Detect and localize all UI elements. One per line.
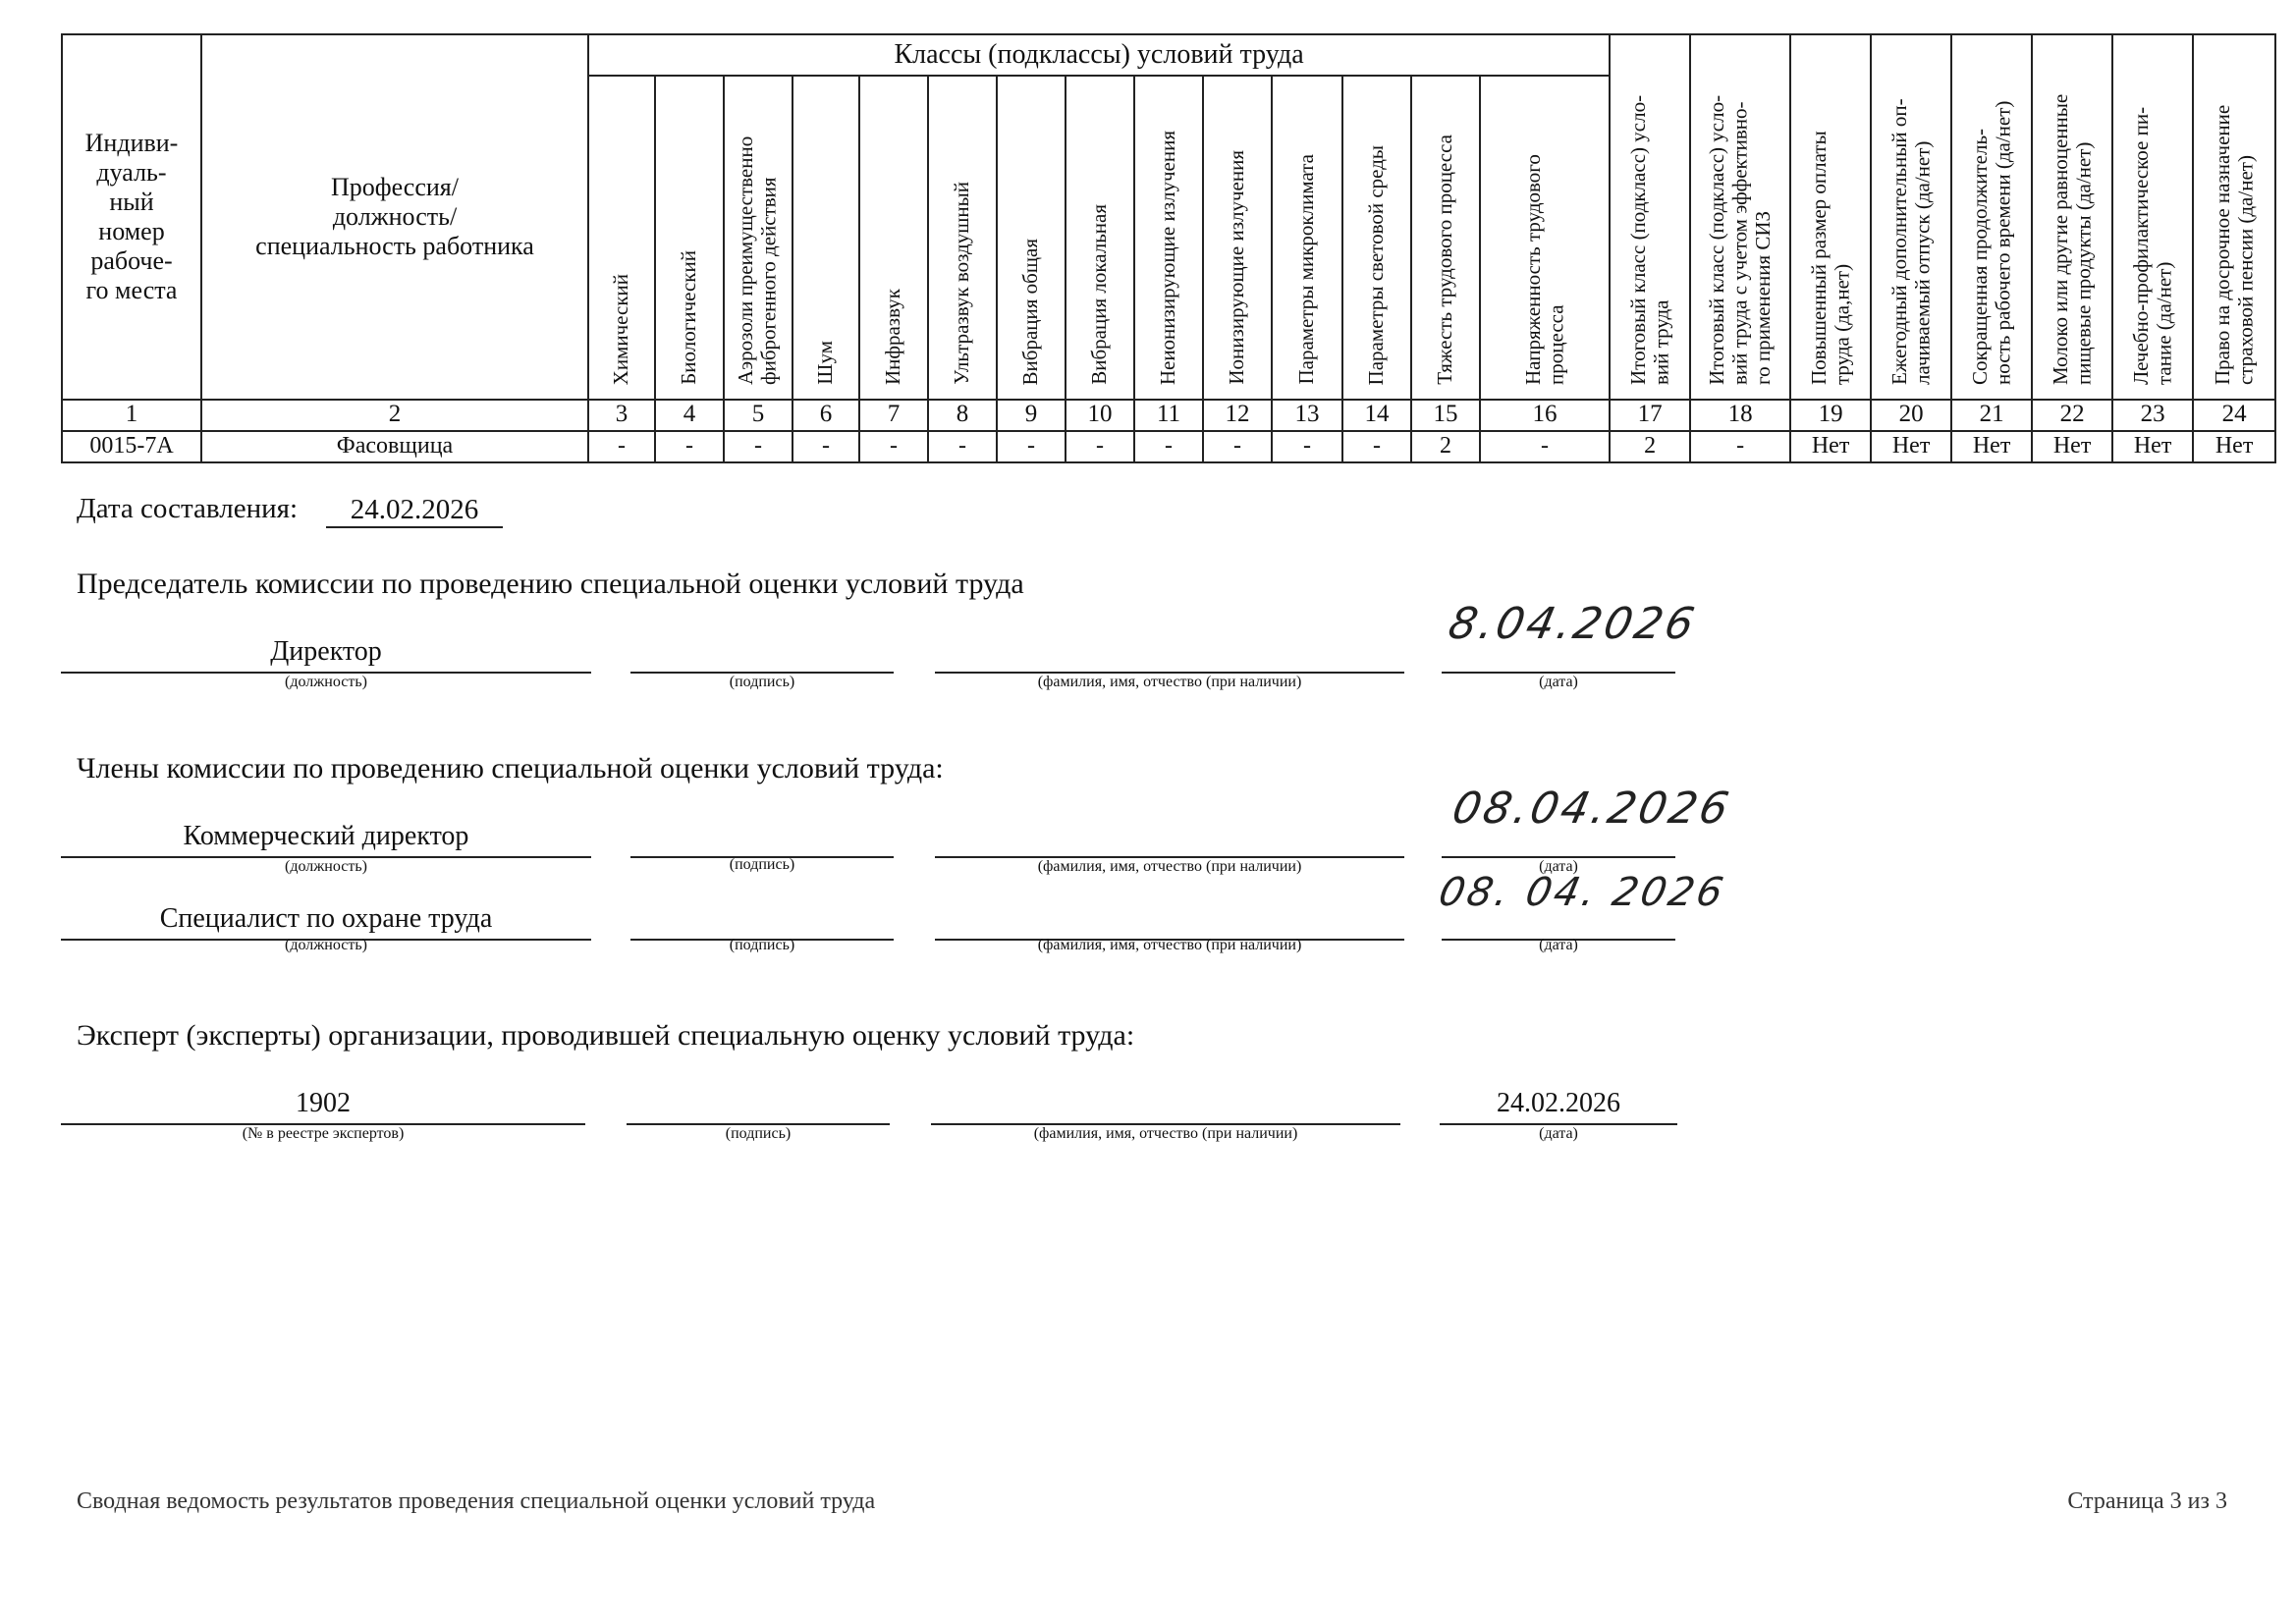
name-caption: (фамилия, имя, отчество (при наличии): [1033, 1125, 1298, 1142]
table-cell: -: [1342, 431, 1411, 462]
column-number-cell: 16: [1480, 400, 1610, 431]
expert-heading: Эксперт (эксперты) организации, проводившей специальную оценку условий труда:: [77, 1019, 1135, 1052]
footer-title: Сводная ведомость результатов проведения специальной оценки условий труда: [77, 1488, 876, 1514]
header-summary-text: Ежегодный дополнительный оп-лачиваемый отпуск (да/нет): [1886, 98, 1935, 385]
date-caption: (дата): [1539, 1125, 1578, 1142]
header-factor-col: [793, 76, 859, 400]
position-caption: (должность): [285, 674, 367, 690]
table-cell: -: [1203, 431, 1272, 462]
column-number-cell: 2: [201, 400, 588, 431]
header-summary-col: [2112, 34, 2193, 400]
header-profession: Профессия/ должность/ специальность работника: [201, 34, 588, 400]
header-factor-text: Вибрация общая: [1018, 238, 1043, 385]
header-summary-col: [1790, 34, 1871, 400]
header-factor-col: [1066, 76, 1134, 400]
table-cell: -: [1134, 431, 1203, 462]
member-position: Специалист по охране труда: [61, 899, 591, 941]
table-cell: -: [1066, 431, 1134, 462]
date-compiled-label: Дата составления:: [77, 493, 299, 524]
member-handwritten-date: 08.04.2026: [1448, 784, 1736, 834]
member-signature-row: [0, 784, 2296, 876]
chairman-name-field: [935, 632, 1404, 674]
header-factor-text: Шум: [813, 341, 838, 385]
header-factor-col: [1134, 76, 1203, 400]
member-position: Коммерческий директор: [61, 817, 591, 858]
header-summary-text: Повышенный размер оплаты труда (да,нет): [1806, 131, 1854, 385]
column-number-cell: 10: [1066, 400, 1134, 431]
member-signature-field: [630, 817, 894, 858]
header-factor-col: [724, 76, 793, 400]
header-summary-text: Молоко или другие равноценные пищевые продукты (да/нет): [2048, 93, 2096, 385]
table-cell: Фасовщица: [201, 431, 588, 462]
expert-registry-no: 1902: [61, 1084, 585, 1125]
header-summary-col: [2032, 34, 2112, 400]
column-number-cell: 3: [588, 400, 655, 431]
signature-caption: (подпись): [725, 1125, 792, 1142]
column-number-cell: 14: [1342, 400, 1411, 431]
header-summary-text: Итоговый класс (подкласс) усло-вий труда: [1625, 94, 1673, 385]
chairman-signature-field: [630, 632, 894, 674]
expert-date: 24.02.2026: [1440, 1084, 1677, 1125]
column-number-cell: 1: [62, 400, 201, 431]
table-cell: Нет: [1871, 431, 1951, 462]
header-summary-text: Лечебно-профилактическое пи-тание (да/нет): [2128, 106, 2176, 385]
chairman-position: Директор: [61, 632, 591, 674]
position-caption: (должность): [285, 858, 367, 875]
column-number-cell: 15: [1411, 400, 1480, 431]
column-number-cell: 22: [2032, 400, 2112, 431]
table-cell: -: [655, 431, 724, 462]
signature-caption: (подпись): [729, 674, 795, 690]
table-row: [62, 431, 2275, 462]
column-number-cell: 21: [1951, 400, 2032, 431]
name-caption: (фамилия, имя, отчество (при наличии): [1037, 674, 1302, 690]
header-factor-text: Неионизирующие излучения: [1156, 130, 1180, 385]
header-factor-col: [588, 76, 655, 400]
chairman-heading: Председатель комиссии по проведению специальной оценки условий труда: [77, 568, 1024, 600]
header-factor-col: [997, 76, 1066, 400]
column-number-cell: 13: [1272, 400, 1342, 431]
column-number-cell: 20: [1871, 400, 1951, 431]
table-cell: Нет: [2193, 431, 2275, 462]
chairman-handwritten-date: 8.04.2026: [1444, 599, 1702, 649]
header-factor-col: [655, 76, 724, 400]
name-caption: (фамилия, имя, отчество (при наличии): [1037, 937, 1302, 953]
table-cell: -: [1690, 431, 1790, 462]
member-signature-field: [630, 899, 894, 941]
signature-caption: (подпись): [729, 937, 795, 953]
header-summary-text: Итоговый класс (подкласс) усло-вий труда с учетом эффективно-го применения СИЗ: [1704, 94, 1775, 385]
table-cell: -: [859, 431, 928, 462]
header-factor-text: Инфразвук: [881, 288, 905, 385]
column-number-cell: 4: [655, 400, 724, 431]
header-factor-text: Напряженность трудового процесса: [1520, 154, 1568, 385]
table-cell: -: [928, 431, 997, 462]
header-summary-text: Право на досрочное назначение страховой пенсии (да/нет): [2210, 104, 2258, 385]
column-number-cell: 24: [2193, 400, 2275, 431]
column-number-cell: 11: [1134, 400, 1203, 431]
date-caption: (дата): [1539, 858, 1578, 875]
header-factor-col: [859, 76, 928, 400]
table-cell: Нет: [2112, 431, 2193, 462]
header-classes-group: Классы (подклассы) условий труда: [588, 34, 1610, 76]
header-factor-text: Параметры световой среды: [1364, 144, 1389, 385]
column-number-cell: 19: [1790, 400, 1871, 431]
column-number-cell: 9: [997, 400, 1066, 431]
header-factor-text: Ионизирующие излучения: [1225, 150, 1249, 385]
header-summary-col: [1690, 34, 1790, 400]
column-number-row: [62, 400, 2275, 431]
header-summary-col: [1871, 34, 1951, 400]
header-summary-text: Сокращенная продолжитель-ность рабочего времени (да/нет): [1967, 100, 2015, 385]
date-compiled-value: 24.02.2026: [326, 493, 503, 528]
header-factor-text: Химический: [609, 273, 633, 385]
column-number-cell: 23: [2112, 400, 2193, 431]
table-cell: 2: [1411, 431, 1480, 462]
expert-name-field: [931, 1084, 1400, 1125]
table-cell: -: [724, 431, 793, 462]
header-factor-col: [1411, 76, 1480, 400]
member-handwritten-date: 08. 04. 2026: [1435, 870, 1730, 915]
table-cell: -: [997, 431, 1066, 462]
members-heading: Члены комиссии по проведению специальной оценки условий труда:: [77, 752, 944, 784]
results-table: [61, 33, 2276, 463]
header-factor-col: [1480, 76, 1610, 400]
header-summary-col: [1610, 34, 1690, 400]
header-factor-text: Биологический: [677, 250, 701, 385]
header-summary-col: [2193, 34, 2275, 400]
header-factor-col: [928, 76, 997, 400]
expert-signature-row: [0, 1084, 2296, 1143]
column-number-cell: 18: [1690, 400, 1790, 431]
header-factor-text: Ультразвук воздушный: [950, 182, 974, 385]
table-cell: Нет: [2032, 431, 2112, 462]
header-factor-text: Вибрация локальная: [1087, 204, 1112, 385]
table-cell: 0015-7А: [62, 431, 201, 462]
table-cell: -: [1480, 431, 1610, 462]
registry-caption: (№ в реестре экспертов): [242, 1125, 405, 1142]
position-caption: (должность): [285, 937, 367, 953]
header-factor-text: Параметры микроклимата: [1294, 154, 1319, 385]
column-number-cell: 6: [793, 400, 859, 431]
table-cell: -: [588, 431, 655, 462]
member-signature-row: [0, 870, 2296, 958]
header-factor-text: Аэрозоли преимущественно фиброгенного действия: [734, 135, 781, 385]
header-factor-col: [1272, 76, 1342, 400]
table-cell: -: [1272, 431, 1342, 462]
chairman-signature-row: [0, 599, 2296, 691]
date-caption: (дата): [1539, 937, 1578, 953]
header-factor-col: [1342, 76, 1411, 400]
column-number-cell: 12: [1203, 400, 1272, 431]
member-name-field: [935, 817, 1404, 858]
name-caption: (фамилия, имя, отчество (при наличии): [1037, 858, 1302, 875]
column-number-cell: 5: [724, 400, 793, 431]
column-number-cell: 8: [928, 400, 997, 431]
expert-signature-field: [627, 1084, 890, 1125]
table-cell: 2: [1610, 431, 1690, 462]
header-workplace-no: Индиви- дуаль- ный номер рабоче- го места: [62, 34, 201, 400]
date-caption: (дата): [1539, 674, 1578, 690]
page-number: Страница 3 из 3: [2067, 1488, 2227, 1514]
header-factor-text: Тяжесть трудового процесса: [1433, 135, 1457, 385]
table-cell: Нет: [1790, 431, 1871, 462]
table-cell: -: [793, 431, 859, 462]
header-summary-col: [1951, 34, 2032, 400]
column-number-cell: 7: [859, 400, 928, 431]
header-factor-col: [1203, 76, 1272, 400]
member-name-field: [935, 899, 1404, 941]
column-number-cell: 17: [1610, 400, 1690, 431]
table-cell: Нет: [1951, 431, 2032, 462]
signature-caption: (подпись): [729, 856, 795, 873]
